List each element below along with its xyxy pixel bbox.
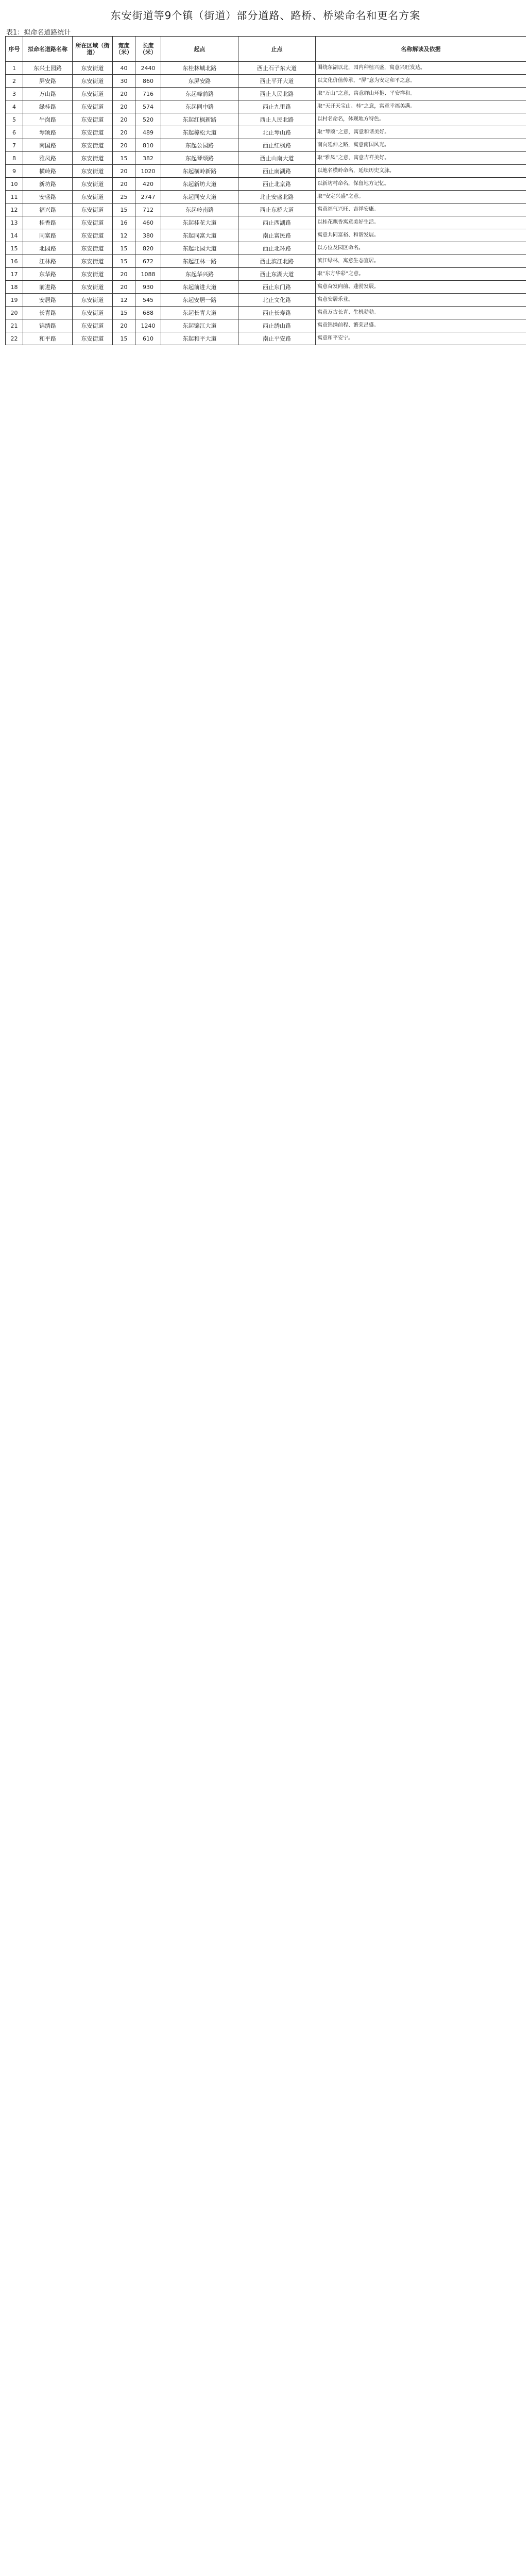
row-number-cell: 19 (6, 294, 23, 307)
end-point-cell: 南止富民路 (238, 229, 316, 242)
start-point-cell: 东起同富大道 (161, 229, 238, 242)
district-cell: 东安街道 (73, 204, 113, 216)
table-row (6, 126, 526, 139)
width-cell: 15 (113, 242, 135, 255)
naming-table-container (5, 36, 526, 2576)
length-cell: 688 (135, 307, 161, 319)
header-cell: 长度（米） (135, 37, 161, 62)
road-name-cell: 江林路 (23, 255, 73, 268)
naming-basis-cell: 滨江绿林，寓意生态宜居。 (316, 255, 526, 268)
naming-basis-cell: 取“东方华彩”之意。 (316, 268, 526, 281)
end-point-cell: 西止石子东大道 (238, 62, 316, 75)
start-point-cell: 东桂林城北路 (161, 62, 238, 75)
end-point-cell: 西止人民北路 (238, 113, 316, 126)
width-cell: 15 (113, 332, 135, 345)
end-point-cell: 西止南湖路 (238, 165, 316, 178)
length-cell: 1088 (135, 268, 161, 281)
naming-basis-cell: 南向延伸之路，寓意南国风光。 (316, 139, 526, 152)
district-cell: 东安街道 (73, 281, 113, 294)
header-cell: 序号 (6, 37, 23, 62)
road-name-cell: 琴颂路 (23, 126, 73, 139)
road-name-cell: 前进路 (23, 281, 73, 294)
row-number-cell: 5 (6, 113, 23, 126)
length-cell: 1020 (135, 165, 161, 178)
start-point-cell: 东起和平大道 (161, 332, 238, 345)
end-point-cell: 西止东湖大道 (238, 268, 316, 281)
road-name-cell: 安盛路 (23, 191, 73, 204)
row-number-cell: 20 (6, 307, 23, 319)
start-point-cell: 东起前进大道 (161, 281, 238, 294)
start-point-cell: 东起琴颂路 (161, 152, 238, 165)
road-name-cell: 长青路 (23, 307, 73, 319)
header-cell: 起点 (161, 37, 238, 62)
row-number-cell: 16 (6, 255, 23, 268)
width-cell: 16 (113, 216, 135, 229)
row-number-cell: 2 (6, 75, 23, 88)
road-name-cell: 万山路 (23, 88, 73, 100)
length-cell: 820 (135, 242, 161, 255)
naming-basis-cell: 取“琴颂”之意，寓意和谐美好。 (316, 126, 526, 139)
row-number-cell: 13 (6, 216, 23, 229)
end-point-cell: 西止东桥大道 (238, 204, 316, 216)
row-number-cell: 7 (6, 139, 23, 152)
start-point-cell: 东屏安路 (161, 75, 238, 88)
length-cell: 610 (135, 332, 161, 345)
start-point-cell: 东起北园大道 (161, 242, 238, 255)
district-cell: 东安街道 (73, 113, 113, 126)
road-name-cell: 南国路 (23, 139, 73, 152)
naming-basis-cell: 寓意万古长青、生机勃勃。 (316, 307, 526, 319)
length-cell: 420 (135, 178, 161, 191)
length-cell: 716 (135, 88, 161, 100)
naming-basis-cell: 以村名命名，体现地方特色。 (316, 113, 526, 126)
road-name-cell: 锦绣路 (23, 319, 73, 332)
end-point-cell: 西止绣山路 (238, 319, 316, 332)
width-cell: 20 (113, 113, 135, 126)
width-cell: 15 (113, 307, 135, 319)
road-name-cell: 横岭路 (23, 165, 73, 178)
end-point-cell: 西止北京路 (238, 178, 316, 191)
road-name-cell: 同富路 (23, 229, 73, 242)
road-name-cell: 绿桂路 (23, 100, 73, 113)
table-row (6, 332, 526, 345)
naming-basis-cell: 取“万山”之意，寓意群山环抱、平安祥和。 (316, 88, 526, 100)
district-cell: 东安街道 (73, 294, 113, 307)
table-row (6, 165, 526, 178)
length-cell: 810 (135, 139, 161, 152)
table-row (6, 62, 526, 75)
start-point-cell: 东起安居一路 (161, 294, 238, 307)
start-point-cell: 东起红枫新路 (161, 113, 238, 126)
header-cell: 名称解读及依据 (316, 37, 526, 62)
district-cell: 东安街道 (73, 139, 113, 152)
naming-basis-cell: 取“安定兴盛”之意。 (316, 191, 526, 204)
end-point-cell: 北止安盛北路 (238, 191, 316, 204)
district-cell: 东安街道 (73, 319, 113, 332)
road-name-cell: 东兴土园路 (23, 62, 73, 75)
district-cell: 东安街道 (73, 242, 113, 255)
length-cell: 520 (135, 113, 161, 126)
length-cell: 574 (135, 100, 161, 113)
width-cell: 25 (113, 191, 135, 204)
district-cell: 东安街道 (73, 332, 113, 345)
district-cell: 东安街道 (73, 100, 113, 113)
start-point-cell: 东起横岭新路 (161, 165, 238, 178)
naming-basis-cell: 围绕东湖以北，园内种植兴盛，寓意兴旺发达。 (316, 62, 526, 75)
road-name-cell: 东华路 (23, 268, 73, 281)
row-number-cell: 12 (6, 204, 23, 216)
naming-basis-cell: 取“天开天宝山、桂”之意，寓意幸福美满。 (316, 100, 526, 113)
width-cell: 12 (113, 294, 135, 307)
header-cell: 所在区域（街道） (73, 37, 113, 62)
table-row (6, 255, 526, 268)
table-row (6, 294, 526, 307)
road-name-cell: 福兴路 (23, 204, 73, 216)
row-number-cell: 1 (6, 62, 23, 75)
header-cell: 止点 (238, 37, 316, 62)
district-cell: 东安街道 (73, 62, 113, 75)
width-cell: 20 (113, 100, 135, 113)
table-row (6, 281, 526, 294)
row-number-cell: 22 (6, 332, 23, 345)
table-row (6, 113, 526, 126)
length-cell: 380 (135, 229, 161, 242)
end-point-cell: 西止北环路 (238, 242, 316, 255)
road-name-cell: 安居路 (23, 294, 73, 307)
width-cell: 20 (113, 126, 135, 139)
width-cell: 20 (113, 268, 135, 281)
row-number-cell: 6 (6, 126, 23, 139)
road-name-cell: 屏安路 (23, 75, 73, 88)
district-cell: 东安街道 (73, 216, 113, 229)
width-cell: 20 (113, 88, 135, 100)
document-title: 东安街道等9个镇（街道）部分道路、路桥、桥梁命名和更名方案 (110, 9, 421, 22)
start-point-cell: 东起锦江大道 (161, 319, 238, 332)
naming-basis-cell: 寓意安居乐业。 (316, 294, 526, 307)
district-cell: 东安街道 (73, 255, 113, 268)
end-point-cell: 北止琴山路 (238, 126, 316, 139)
end-point-cell: 北止文化路 (238, 294, 316, 307)
row-number-cell: 18 (6, 281, 23, 294)
width-cell: 20 (113, 281, 135, 294)
table-row (6, 139, 526, 152)
road-name-cell: 牛岗路 (23, 113, 73, 126)
length-cell: 2440 (135, 62, 161, 75)
width-cell: 15 (113, 152, 135, 165)
width-cell: 40 (113, 62, 135, 75)
district-cell: 东安街道 (73, 165, 113, 178)
naming-table (5, 36, 526, 345)
width-cell: 12 (113, 229, 135, 242)
row-number-cell: 8 (6, 152, 23, 165)
length-cell: 860 (135, 75, 161, 88)
width-cell: 15 (113, 255, 135, 268)
width-cell: 15 (113, 204, 135, 216)
row-number-cell: 15 (6, 242, 23, 255)
width-cell: 20 (113, 319, 135, 332)
road-name-cell: 桂香路 (23, 216, 73, 229)
naming-basis-cell: 寓意奋发向前、蓬勃发展。 (316, 281, 526, 294)
start-point-cell: 东起新坊大道 (161, 178, 238, 191)
road-name-cell: 新坊路 (23, 178, 73, 191)
table-row (6, 216, 526, 229)
naming-basis-cell: 以地名横岭命名，延续历史文脉。 (316, 165, 526, 178)
length-cell: 930 (135, 281, 161, 294)
district-cell: 东安街道 (73, 75, 113, 88)
district-cell: 东安街道 (73, 88, 113, 100)
district-cell: 东安街道 (73, 178, 113, 191)
table-row (6, 75, 526, 88)
naming-basis-cell: 寓意福气兴旺、吉祥安康。 (316, 204, 526, 216)
start-point-cell: 东起桂花大道 (161, 216, 238, 229)
length-cell: 545 (135, 294, 161, 307)
start-point-cell: 东起峰前路 (161, 88, 238, 100)
table-row (6, 319, 526, 332)
table-caption: 表1：拟命名道路统计 (6, 29, 71, 37)
district-cell: 东安街道 (73, 268, 113, 281)
end-point-cell: 西止长寿路 (238, 307, 316, 319)
width-cell: 20 (113, 139, 135, 152)
naming-basis-cell: 以桂花飘香寓意美好生活。 (316, 216, 526, 229)
row-number-cell: 9 (6, 165, 23, 178)
table-row (6, 88, 526, 100)
table-row (6, 152, 526, 165)
start-point-cell: 东起岭南路 (161, 204, 238, 216)
table-row (6, 307, 526, 319)
start-point-cell: 东起长青大道 (161, 307, 238, 319)
row-number-cell: 3 (6, 88, 23, 100)
naming-basis-cell: 以新坊村命名，保留地方记忆。 (316, 178, 526, 191)
table-header-row (6, 37, 526, 62)
end-point-cell: 西止山南大道 (238, 152, 316, 165)
row-number-cell: 11 (6, 191, 23, 204)
district-cell: 东安街道 (73, 229, 113, 242)
road-name-cell: 和平路 (23, 332, 73, 345)
table-body (6, 62, 526, 345)
district-cell: 东安街道 (73, 191, 113, 204)
row-number-cell: 17 (6, 268, 23, 281)
district-cell: 东安街道 (73, 307, 113, 319)
naming-basis-cell: 取“雅凤”之意，寓意吉祥美好。 (316, 152, 526, 165)
row-number-cell: 4 (6, 100, 23, 113)
length-cell: 2747 (135, 191, 161, 204)
table-row (6, 100, 526, 113)
end-point-cell: 西止九里路 (238, 100, 316, 113)
end-point-cell: 西止滨江北路 (238, 255, 316, 268)
start-point-cell: 东起樟松大道 (161, 126, 238, 139)
end-point-cell: 西止红枫路 (238, 139, 316, 152)
end-point-cell: 南止平安路 (238, 332, 316, 345)
naming-basis-cell: 以方位及园区命名。 (316, 242, 526, 255)
header-cell: 宽度（米） (113, 37, 135, 62)
width-cell: 30 (113, 75, 135, 88)
start-point-cell: 东起同中路 (161, 100, 238, 113)
length-cell: 712 (135, 204, 161, 216)
table-row (6, 268, 526, 281)
table-row (6, 229, 526, 242)
end-point-cell: 西止东门路 (238, 281, 316, 294)
table-row (6, 178, 526, 191)
row-number-cell: 14 (6, 229, 23, 242)
length-cell: 460 (135, 216, 161, 229)
start-point-cell: 东起同安大道 (161, 191, 238, 204)
table-row (6, 242, 526, 255)
end-point-cell: 西止人民北路 (238, 88, 316, 100)
naming-basis-cell: 寓意共同富裕、和谐发展。 (316, 229, 526, 242)
end-point-cell: 西止平开大道 (238, 75, 316, 88)
road-name-cell: 雅凤路 (23, 152, 73, 165)
row-number-cell: 21 (6, 319, 23, 332)
end-point-cell: 西止西湖路 (238, 216, 316, 229)
header-cell: 拟命名道路名称 (23, 37, 73, 62)
start-point-cell: 东起公园路 (161, 139, 238, 152)
start-point-cell: 东起华兴路 (161, 268, 238, 281)
length-cell: 382 (135, 152, 161, 165)
width-cell: 20 (113, 178, 135, 191)
row-number-cell: 10 (6, 178, 23, 191)
length-cell: 672 (135, 255, 161, 268)
table-row (6, 204, 526, 216)
district-cell: 东安街道 (73, 126, 113, 139)
district-cell: 东安街道 (73, 152, 113, 165)
naming-basis-cell: 以文化价值传承，“屏”意为安定和平之意。 (316, 75, 526, 88)
table-row (6, 191, 526, 204)
road-name-cell: 北园路 (23, 242, 73, 255)
width-cell: 20 (113, 165, 135, 178)
start-point-cell: 东起江林一路 (161, 255, 238, 268)
naming-basis-cell: 寓意锦绣前程、繁荣昌盛。 (316, 319, 526, 332)
naming-basis-cell: 寓意和平安宁。 (316, 332, 526, 345)
length-cell: 1240 (135, 319, 161, 332)
length-cell: 489 (135, 126, 161, 139)
